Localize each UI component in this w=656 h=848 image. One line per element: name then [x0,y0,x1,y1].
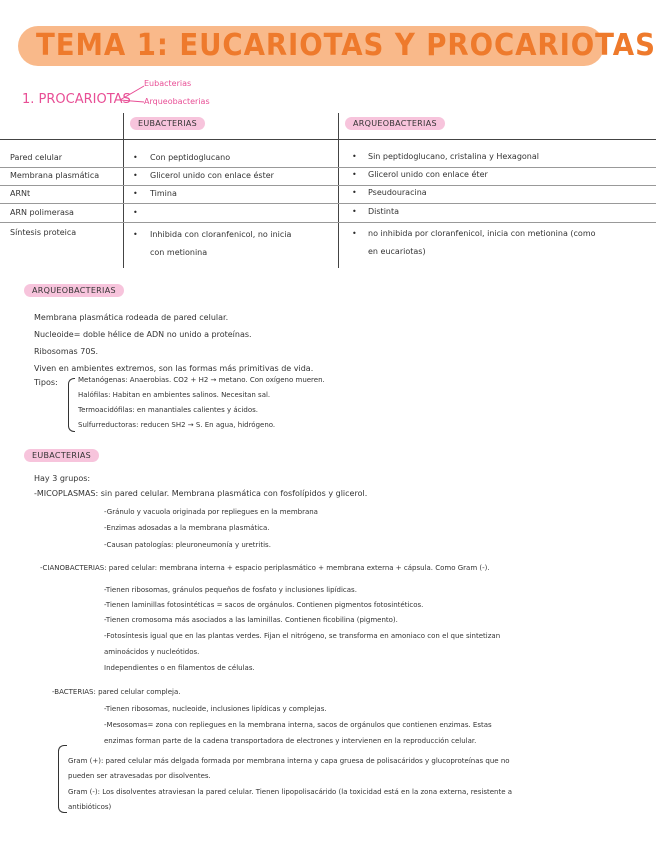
bact-item: -Tienen ribosomas, nucleoide, inclusiones lipídicas y complejas. [104,705,327,713]
mico-item: -Gránulo y vacuola originada por repliegues en la membrana [104,508,318,516]
row-label: ARN polimerasa [10,208,74,217]
table-top-border [0,139,656,140]
arqueo-line: Membrana plasmática rodeada de pared celular. [34,313,229,322]
row-eu-value-cont: con metionina [150,248,208,257]
arqueo-line: Ribosomas 70S. [34,347,99,356]
row-ar-value: Distinta [368,207,400,216]
tipo-item: Termoacidófilas: en manantiales calientes y ácidos. [78,406,259,414]
tipos-brace [68,378,75,432]
cianobacterias-title: -CIANOBACTERIAS: pared celular: membrana interna + espacio periplasmático + membrana externa + cápsula. Como Gram (-). [40,564,490,572]
row-eu-value: Inhibida con cloranfenicol, no inicia [150,230,292,239]
page-title: TEMA 1: EUCARIOTAS Y PROCARIOTAS [36,28,656,63]
row-label: ARNt [10,189,31,198]
tipo-item: Halófilas: Habitan en ambientes salinos. Necesitan sal. [78,391,271,399]
ciano-item: aminoácidos y nucleótidos. [104,648,200,656]
bact-item: enzimas forman parte de la cadena transportadora de electrones y intervienen en la reproducción celular. [104,737,477,745]
row-ar-value: Sin peptidoglucano, cristalina y Hexagonal [368,152,540,161]
ciano-item: Independientes o en filamentos de células. [104,664,255,672]
bacterias-title: -BACTERIAS: pared celular compleja. [52,688,181,696]
row-ar-value: Pseudouracina [368,188,427,197]
row-eu-value: Timina [150,189,177,198]
row-label: Pared celular [10,153,63,162]
micoplasmas-title: -MICOPLASMAS: sin pared celular. Membrana plasmática con fosfolípidos y glicerol. [34,489,368,498]
ciano-item: -Tienen laminillas fotosintéticas = sacos de orgánulos. Contienen pigmentos fotosintéticos. [104,601,424,609]
table-divider-2 [338,113,339,268]
mico-item: -Causan patologías: pleuroneumonía y uretritis. [104,541,271,549]
table-header-arqueobacterias: ARQUEOBACTERIAS [345,117,445,130]
row-eu-value: Con peptidoglucano [150,153,231,162]
ciano-item: -Fotosíntesis igual que en las plantas verdes. Fijan el nitrógeno, se transforma en amoniaco con el que sintetizan [104,632,501,640]
row-label: Síntesis proteica [10,228,77,237]
table-divider-1 [123,113,124,268]
row-ar-value: Glicerol unido con enlace éter [368,170,488,179]
gram-negative-cont: antibióticos) [68,803,112,811]
section-heading-procariotas: 1. PROCARIOTAS [22,92,131,107]
tipo-item: Metanógenas: Anaerobias. CO2 + H2 → metano. Con oxígeno mueren. [78,376,325,384]
bact-item: -Mesosomas= zona con repliegues en la membrana interna, sacos de orgánulos que contienen enzimas. Estas [104,721,492,729]
heading-arqueobacterias: ARQUEOBACTERIAS [24,284,124,297]
branch-arqueobacterias: Arqueobacterias [144,97,210,106]
row-ar-value-cont: en eucariotas) [368,247,426,256]
arqueo-line: Viven en ambientes extremos, son las formas más primitivas de vida. [34,364,314,373]
row-label: Membrana plasmática [10,171,100,180]
tipo-item: Sulfurreductoras: reducen SH2 → S. En agua, hidrógeno. [78,421,276,429]
gram-negative: Gram (-): Los disolventes atraviesan la pared celular. Tienen lipopolisacárido (la toxicidad está en la zona externa, resistente a [68,788,513,796]
branch-eubacterias: Eubacterias [144,79,192,88]
heading-eubacterias: EUBACTERIAS [24,449,99,462]
mico-item: -Enzimas adosadas a la membrana plasmática. [104,524,270,532]
tipos-label: Tipos: [34,378,58,387]
ciano-item: -Tienen cromosoma más asociados a las laminillas. Contienen ficobilina (pigmento). [104,616,398,624]
table-header-eubacterias: EUBACTERIAS [130,117,205,130]
arqueo-line: Nucleoide= doble hélice de ADN no unido a proteínas. [34,330,252,339]
ciano-item: -Tienen ribosomas, gránulos pequeños de fosfato y inclusiones lipídicas. [104,586,357,594]
gram-brace [58,745,67,813]
row-ar-value: no inhibida por cloranfenicol, inicia con metionina (como [368,229,596,238]
gram-positive-cont: pueden ser atravesadas por disolventes. [68,772,211,780]
gram-positive: Gram (+): pared celular más delgada formada por membrana interna y capa gruesa de polisacáridos y glucoproteínas que no [68,757,510,765]
row-eu-value: Glicerol unido con enlace éster [150,171,274,180]
eubac-intro: Hay 3 grupos: [34,474,91,483]
